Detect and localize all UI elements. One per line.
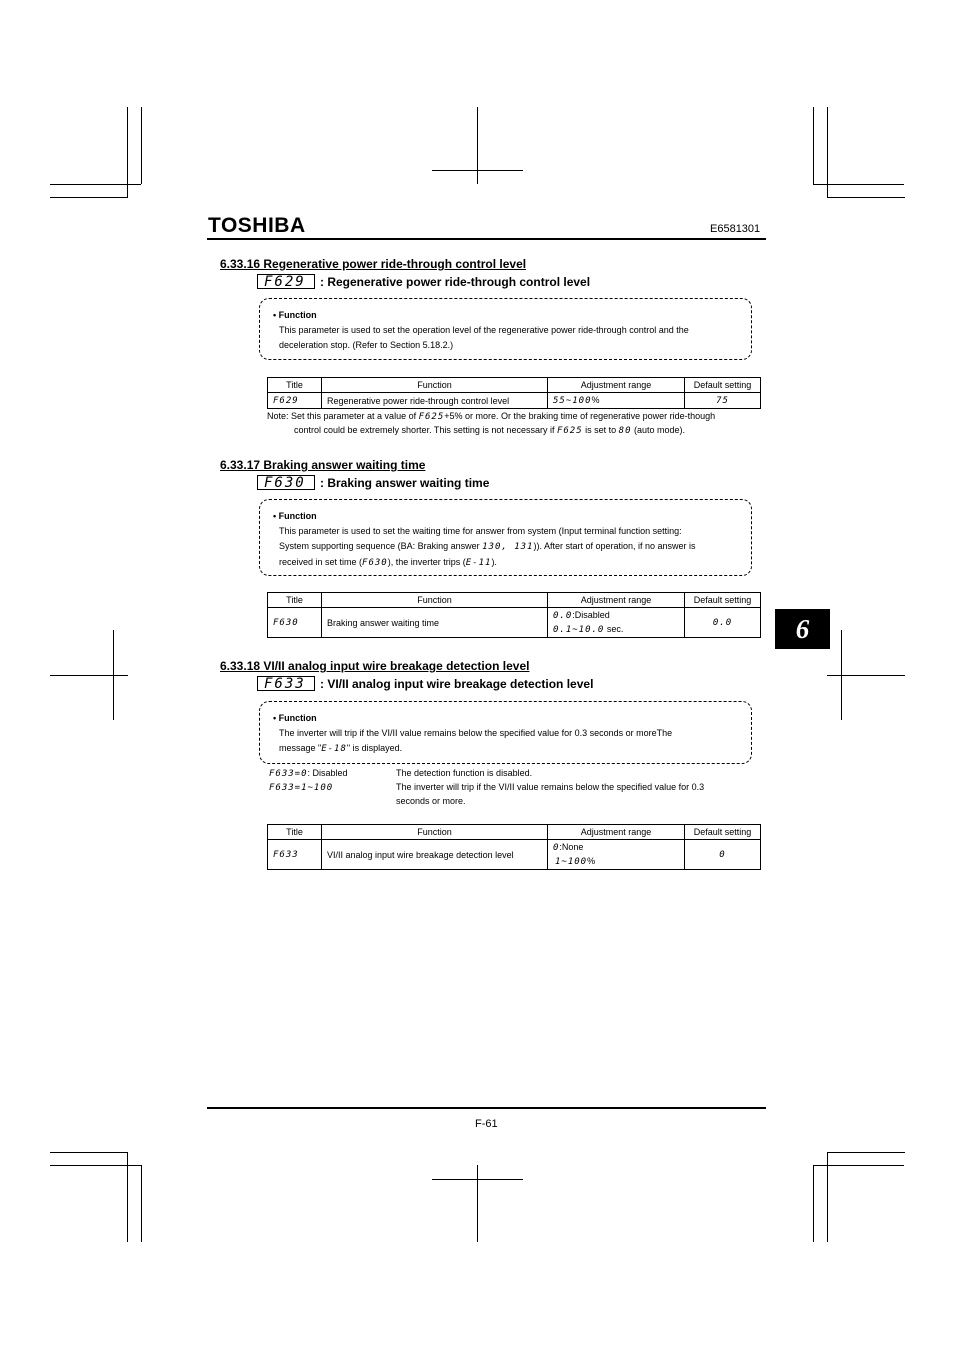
parameter-table (267, 592, 761, 638)
function-box (259, 499, 752, 576)
setting-desc: The inverter will trip if the VI/II value remains below the specified value for 0.3 (396, 782, 705, 792)
function-cell: Regenerative power ride-through control level (322, 393, 548, 409)
table-header-cell: Default setting (685, 378, 761, 393)
table-header-cell: Function (322, 378, 548, 393)
function-text: This parameter is used to set the operation level of the regenerative power ride-through control and the (279, 325, 689, 335)
table-header-cell: Adjustment range (548, 825, 685, 840)
range-code: 0.0 (553, 610, 573, 621)
param-code-box: F630 (257, 475, 315, 490)
table-header-cell: Function (322, 593, 548, 608)
table-header-cell: Title (268, 378, 322, 393)
param-code-box: F629 (257, 274, 315, 289)
document-number: E6581301 (710, 223, 761, 235)
setting-desc: The detection function is disabled. (396, 768, 533, 778)
param-title: : Braking answer waiting time (320, 476, 490, 490)
function-cell: Braking answer waiting time (322, 608, 548, 638)
section-heading-63318: 6.33.18 VI/II analog input wire breakage detection level (220, 659, 530, 673)
table-header-cell: Adjustment range (548, 378, 685, 393)
function-text: received in set time (F630), the inverter trips (E-11). (279, 557, 497, 568)
param-title-cell: F633 (273, 850, 299, 860)
param-title: : VI/II analog input wire breakage detection level (320, 677, 594, 691)
range-code: 1~100 (555, 856, 588, 867)
function-text: deceleration stop. (Refer to Section 5.18.2.) (279, 340, 454, 350)
section-heading-63316: 6.33.16 Regenerative power ride-through control level (220, 257, 527, 271)
table-header-cell: Title (268, 593, 322, 608)
table-header-cell: Title (268, 825, 322, 840)
default-cell: 0.0 (712, 618, 733, 628)
chapter-tab: 6 (775, 609, 830, 649)
param-code: F625 (418, 412, 445, 422)
header-rule (207, 238, 766, 240)
default-cell: 0 (719, 850, 726, 860)
range-text: sec. (604, 623, 624, 634)
setting-code: F633=0 (269, 769, 308, 779)
function-text: System supporting sequence (BA: Braking answer 130, 131)). After start of operation, if no answer is (279, 541, 696, 552)
setting-label: : Disabled (307, 768, 348, 778)
table-header-cell: Default setting (685, 593, 761, 608)
page-number: F-61 (475, 1118, 498, 1130)
default-cell: 75 (716, 396, 729, 406)
param-title-cell: F629 (273, 396, 299, 406)
param-code: F625 (556, 426, 583, 436)
param-code: 80 (618, 426, 632, 436)
parameter-table (267, 824, 761, 870)
range-code: 55~100 (553, 396, 592, 406)
range-code: 0.1~10.0 (553, 624, 605, 635)
range-text: :None (559, 841, 584, 852)
function-box (259, 298, 752, 360)
table-header-cell: Adjustment range (548, 593, 685, 608)
function-text: The inverter will trip if the VI/II value remains below the specified value for 0.3 seconds or moreThe (279, 728, 673, 738)
range-text: % (587, 855, 596, 866)
function-label: • Function (273, 310, 317, 320)
footer-rule (207, 1107, 766, 1109)
toshiba-logo: TOSHIBA (208, 214, 306, 237)
param-title-cell: F630 (273, 618, 299, 628)
note-line: Note: Set this parameter at a value of F625+5% or more. Or the braking time of regenerative power ride-though (267, 411, 716, 422)
section-heading-63317: 6.33.17 Braking answer waiting time (220, 458, 426, 472)
parameter-table (267, 377, 761, 409)
table-header-cell: Default setting (685, 825, 761, 840)
setting-row (269, 782, 333, 793)
function-label: • Function (273, 713, 317, 723)
function-text: This parameter is used to set the waiting time for answer from system (Input terminal function setting: (279, 526, 682, 536)
function-box (259, 701, 752, 764)
setting-desc: seconds or more. (396, 796, 466, 806)
range-text: :Disabled (572, 609, 610, 620)
note-line: control could be extremely shorter. This setting is not necessary if F625 is set to 80 (auto mode). (294, 425, 686, 436)
param-code-box: F633 (257, 676, 315, 691)
table-header-cell: Function (322, 825, 548, 840)
range-unit: % (591, 395, 600, 405)
function-text: message "E-18" is displayed. (279, 743, 403, 754)
param-title: : Regenerative power ride-through control level (320, 275, 591, 289)
range-code: 0 (553, 842, 560, 853)
function-cell: VI/II analog input wire breakage detection level (322, 840, 548, 870)
setting-code: F633=1~100 (269, 783, 334, 793)
function-label: • Function (273, 511, 317, 521)
setting-row (269, 768, 348, 779)
